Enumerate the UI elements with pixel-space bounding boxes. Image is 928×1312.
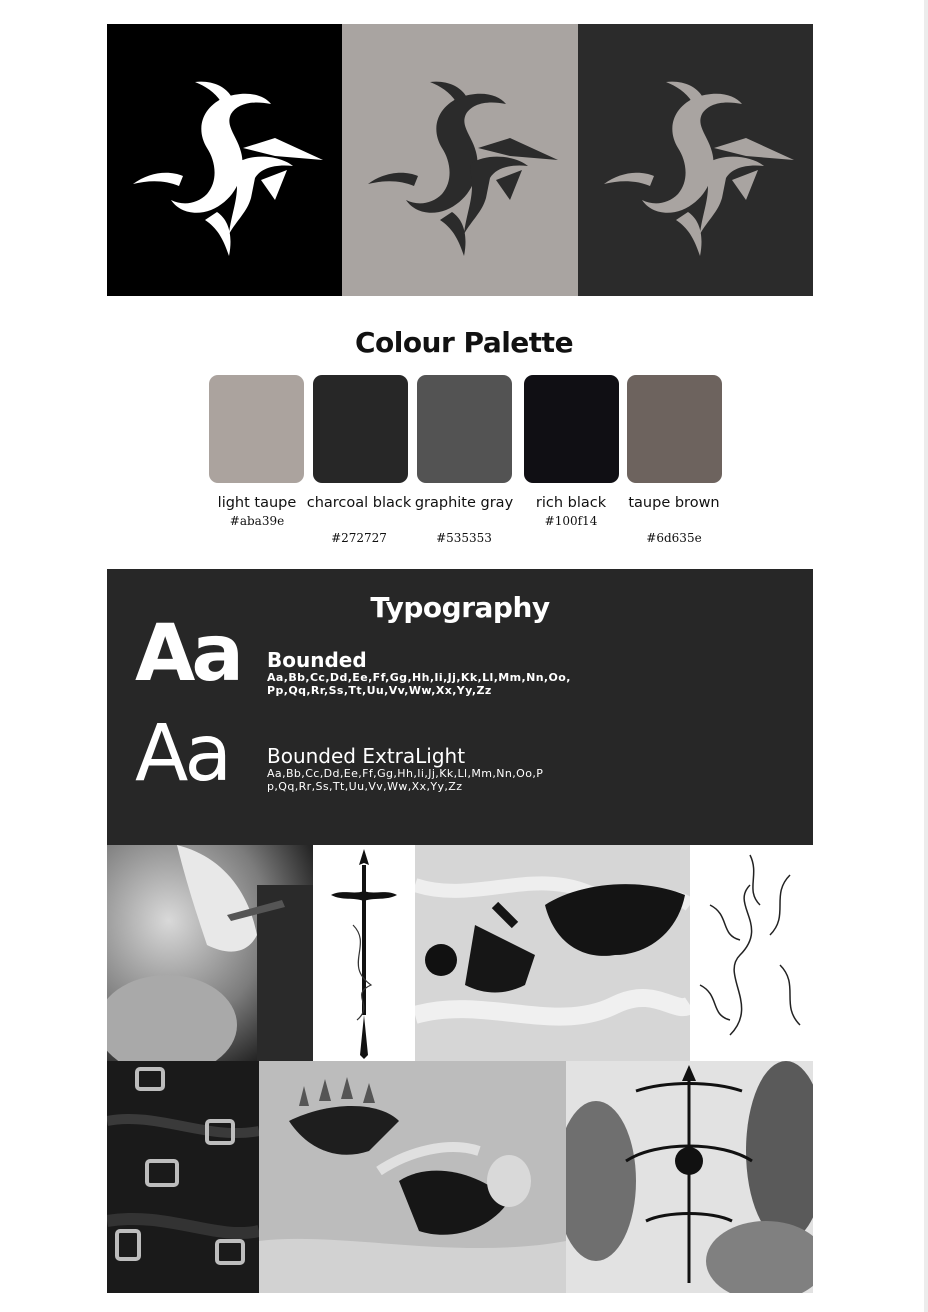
swatch-name: taupe brown [628,495,720,511]
logo-mark-white [125,60,325,260]
swatch-hex: #aba39e [229,514,285,528]
glyph-set-bounded-extralight [267,767,667,793]
mood-image-chrome-figures [566,1061,813,1293]
swatch-taupe-brown [627,375,722,483]
typography-title: Typography [370,591,550,624]
palette-title: Colour Palette [354,326,574,359]
font-specimen-bold: Aa [135,609,241,699]
font-name-bounded: Bounded [267,648,367,672]
swatch-rich-black [524,375,619,483]
mood-image-portrait [107,845,313,1061]
logo-panel-charcoal [578,24,813,296]
mood-image-dagger [313,845,415,1061]
logo-mark-taupe [596,60,796,260]
swatch-name: charcoal black [306,495,412,511]
swatch-hex: #100f14 [544,514,598,528]
glyph-line: Pp,Qq,Rr,Ss,Tt,Uu,Vv,Ww,Xx,Yy,Zz [267,684,492,697]
swatch-name: light taupe [217,495,297,511]
typography-section [107,569,813,845]
swatch-hex: #535353 [436,531,492,545]
logo-mark-charcoal [360,60,560,260]
mood-image-tribal-art [690,845,813,1061]
glyph-line: Aa,Bb,Cc,Dd,Ee,Ff,Gg,Hh,Ii,Jj,Kk,Ll,Mm,Nn,Oo,P [267,767,544,780]
swatch-name: graphite gray [414,495,514,511]
glyph-set-bounded [267,671,677,697]
mood-image-lying-figure [415,845,690,1061]
swatch-graphite-gray [417,375,512,483]
swatch-name: rich black [535,495,607,511]
swatch-charcoal-black [313,375,408,483]
glyph-line: Aa,Bb,Cc,Dd,Ee,Ff,Gg,Hh,Ii,Jj,Kk,Ll,Mm,Nn,Oo, [267,671,571,684]
swatch-hex: #272727 [331,531,387,545]
font-specimen-light: Aa [135,709,229,799]
logo-variants-row [107,24,813,296]
glyph-line: p,Qq,Rr,Ss,Tt,Uu,Vv,Ww,Xx,Yy,Zz [267,780,463,793]
swatch-hex: #6d635e [646,531,702,545]
logo-panel-black [107,24,342,296]
logo-panel-taupe [342,24,578,296]
palette-swatches [209,375,722,555]
mood-image-spiked-boots [259,1061,566,1293]
swatch-light-taupe [209,375,304,483]
page-edge [924,0,928,1312]
font-name-bounded-extralight: Bounded ExtraLight [267,744,466,768]
mood-image-leather-buckles [107,1061,259,1293]
